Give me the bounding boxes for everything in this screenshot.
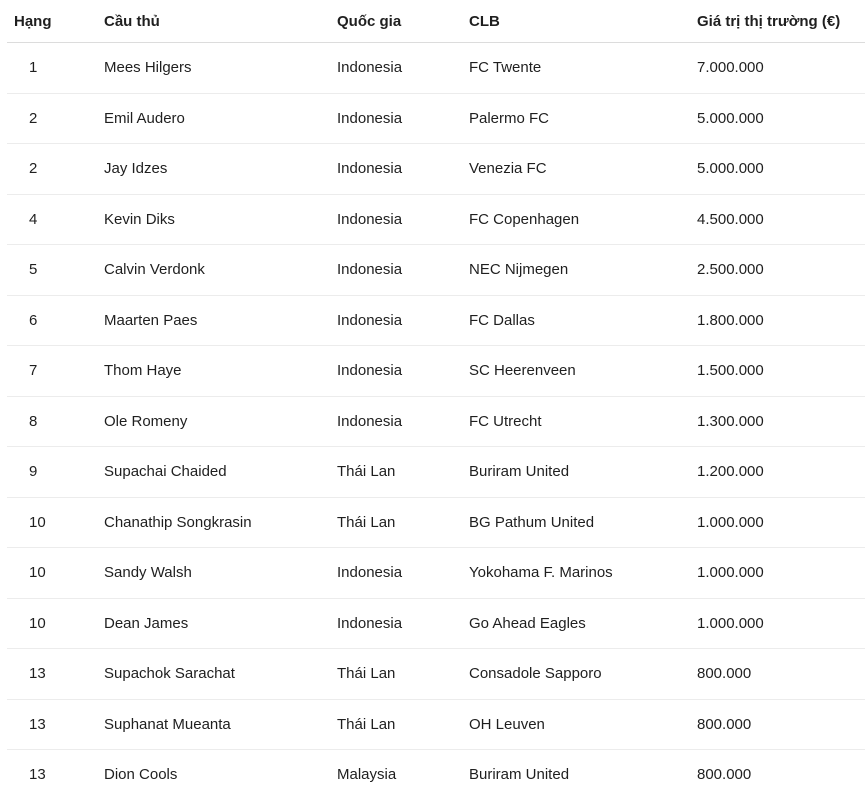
cell-country: Indonesia: [337, 598, 469, 649]
cell-player: Emil Audero: [104, 93, 337, 144]
table-body: [7, 43, 865, 800]
cell-rank: 10: [7, 548, 104, 599]
header-country: Quốc gia: [337, 0, 469, 43]
cell-country: Indonesia: [337, 245, 469, 296]
cell-club: Consadole Sapporo: [469, 649, 697, 700]
cell-player: Dean James: [104, 598, 337, 649]
cell-player: Chanathip Songkrasin: [104, 497, 337, 548]
table-row: [7, 497, 865, 548]
cell-player: Jay Idzes: [104, 144, 337, 195]
table-row: [7, 93, 865, 144]
cell-market-value: 800.000: [697, 649, 865, 700]
cell-country: Indonesia: [337, 144, 469, 195]
cell-club: BG Pathum United: [469, 497, 697, 548]
cell-country: Indonesia: [337, 43, 469, 94]
cell-club: FC Copenhagen: [469, 194, 697, 245]
cell-rank: 6: [7, 295, 104, 346]
market-value-table: [7, 0, 865, 800]
cell-country: Indonesia: [337, 548, 469, 599]
cell-club: SC Heerenveen: [469, 346, 697, 397]
table-row: [7, 43, 865, 94]
cell-rank: 2: [7, 93, 104, 144]
cell-market-value: 1.000.000: [697, 548, 865, 599]
cell-market-value: 5.000.000: [697, 144, 865, 195]
cell-rank: 8: [7, 396, 104, 447]
cell-market-value: 1.800.000: [697, 295, 865, 346]
cell-rank: 2: [7, 144, 104, 195]
table-header: [7, 0, 865, 43]
cell-club: FC Twente: [469, 43, 697, 94]
cell-club: FC Dallas: [469, 295, 697, 346]
cell-country: Indonesia: [337, 93, 469, 144]
table-row: [7, 396, 865, 447]
table-row: [7, 245, 865, 296]
cell-market-value: 4.500.000: [697, 194, 865, 245]
cell-club: Palermo FC: [469, 93, 697, 144]
cell-country: Indonesia: [337, 295, 469, 346]
cell-rank: 1: [7, 43, 104, 94]
cell-country: Indonesia: [337, 194, 469, 245]
cell-player: Mees Hilgers: [104, 43, 337, 94]
cell-rank: 7: [7, 346, 104, 397]
cell-rank: 13: [7, 649, 104, 700]
cell-market-value: 1.000.000: [697, 598, 865, 649]
table-row: [7, 699, 865, 750]
cell-rank: 10: [7, 598, 104, 649]
table-row: [7, 598, 865, 649]
table-row: [7, 750, 865, 800]
cell-country: Malaysia: [337, 766, 397, 784]
table-row: [7, 548, 865, 599]
cell-club: OH Leuven: [469, 699, 697, 750]
cell-player: Suphanat Mueanta: [104, 699, 337, 750]
cell-club: Buriram United: [469, 447, 697, 498]
cell-player: Supachai Chaided: [104, 447, 337, 498]
cell-club: Go Ahead Eagles: [469, 598, 697, 649]
cell-market-value: 2.500.000: [697, 245, 865, 296]
cell-country: Thái Lan: [337, 447, 469, 498]
market-value-table-container: [7, 0, 865, 800]
cell-player: Dion Cools: [104, 766, 178, 784]
table-row: [7, 346, 865, 397]
table-row: [7, 194, 865, 245]
cell-market-value: 1.300.000: [697, 396, 865, 447]
cell-rank: 13: [29, 766, 46, 784]
cell-market-value: 7.000.000: [697, 43, 865, 94]
table-row: [7, 144, 865, 195]
cell-country: Indonesia: [337, 346, 469, 397]
cell-club: FC Utrecht: [469, 396, 697, 447]
cell-rank: 4: [7, 194, 104, 245]
cell-rank: 10: [7, 497, 104, 548]
cell-market-value: 1.200.000: [697, 447, 865, 498]
cell-rank: 5: [7, 245, 104, 296]
cell-country: Thái Lan: [337, 649, 469, 700]
header-club: CLB: [469, 0, 697, 43]
cell-rank: 9: [7, 447, 104, 498]
cell-market-value: 1.500.000: [697, 346, 865, 397]
cell-player: Maarten Paes: [104, 295, 337, 346]
cell-country: Indonesia: [337, 396, 469, 447]
cell-player: Ole Romeny: [104, 396, 337, 447]
header-player: Cầu thủ: [104, 0, 337, 43]
cell-player: Sandy Walsh: [104, 548, 337, 599]
cell-club: Yokohama F. Marinos: [469, 548, 697, 599]
cell-country: Thái Lan: [337, 699, 469, 750]
cell-club: Buriram United: [469, 766, 570, 784]
cell-market-value: 800.000: [697, 699, 865, 750]
header-row: [7, 0, 865, 43]
table-row: [7, 649, 865, 700]
cell-player: Thom Haye: [104, 346, 337, 397]
header-rank: Hạng: [7, 0, 104, 43]
cell-market-value: 1.000.000: [697, 497, 865, 548]
cell-country: Thái Lan: [337, 497, 469, 548]
cell-player: Kevin Diks: [104, 194, 337, 245]
cell-club: NEC Nijmegen: [469, 245, 697, 296]
header-market-value: Giá trị thị trường (€): [697, 0, 865, 43]
cell-player: Supachok Sarachat: [104, 649, 337, 700]
cell-club: Venezia FC: [469, 144, 697, 195]
table-row: [7, 295, 865, 346]
cell-market-value: 5.000.000: [697, 93, 865, 144]
cell-rank: 13: [7, 699, 104, 750]
table-row: [7, 447, 865, 498]
cell-player: Calvin Verdonk: [104, 245, 337, 296]
cell-market-value: 800.000: [697, 766, 752, 784]
